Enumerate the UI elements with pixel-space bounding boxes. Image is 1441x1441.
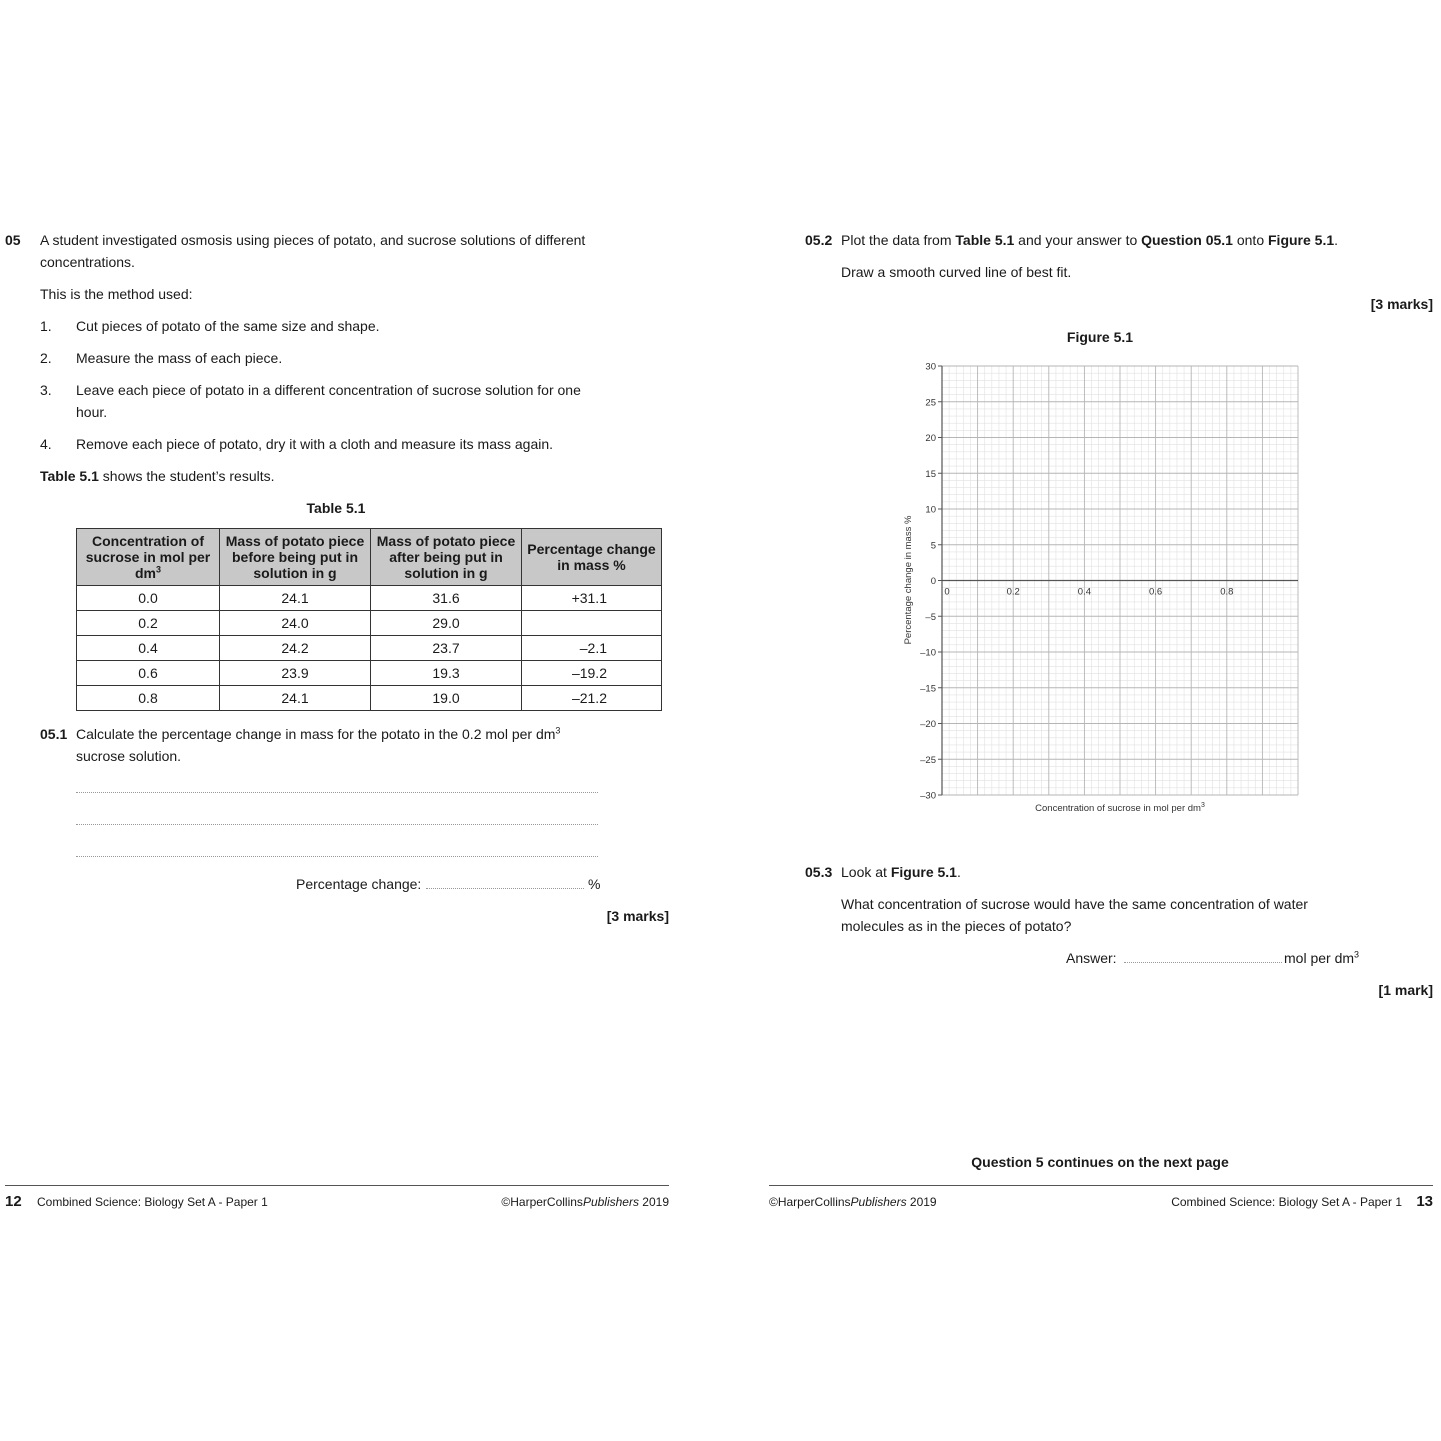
- results-table: [76, 528, 662, 711]
- table-header-cell: Mass of potato piece after being put in solution in g: [371, 529, 522, 586]
- table-cell: 24.0: [220, 611, 371, 636]
- working-line[interactable]: [76, 824, 598, 825]
- marks-label: [1 mark]: [1378, 982, 1433, 998]
- answer-unit: %: [588, 876, 601, 892]
- question-text: Calculate the percentage change in mass for the potato in the 0.2 mol per $dm^3$ sucrose solution.: [76, 725, 561, 764]
- table-cell: 0.4: [77, 636, 220, 661]
- question-text: What concentration of sucrose would have the same concentration of water molecules as in the pieces of potato?: [841, 896, 1308, 934]
- question-text: Plot the data from Table 5.1 and your answer to Question 05.1 onto Figure 5.1.: [841, 232, 1339, 248]
- y-tick-label: –10: [920, 647, 936, 659]
- table-cell: 23.9: [220, 661, 371, 686]
- step-number: 2.: [40, 350, 52, 366]
- answer-field[interactable]: [1124, 962, 1282, 963]
- y-tick-label: –5: [925, 611, 936, 623]
- table-cell: +31.1: [522, 586, 662, 611]
- y-tick-label: –20: [920, 719, 936, 730]
- step-text: Remove each piece of potato, dry it with a cloth and measure its mass again.: [76, 436, 554, 452]
- x-tick-label: 0: [944, 586, 950, 598]
- page-number: 12: [5, 1193, 22, 1210]
- step-number: 4.: [40, 436, 52, 452]
- answer-label: Answer:: [1066, 950, 1117, 966]
- table-cell: –19.2: [522, 661, 662, 686]
- question-number: 05.1: [40, 726, 68, 742]
- answer-label: Percentage change:: [296, 876, 422, 892]
- table-header-cell: Concentration of sucrose in mol per $dm^3$: [77, 529, 220, 586]
- page-number: 13: [1416, 1193, 1433, 1210]
- y-tick-label: 25: [925, 397, 936, 409]
- y-tick-label: 0: [930, 576, 936, 587]
- footer-rule: [769, 1185, 1433, 1186]
- table-cell: –21.2: [522, 686, 662, 711]
- table-cell: 0.6: [77, 661, 220, 686]
- working-line[interactable]: [76, 792, 598, 793]
- table-cell: 0.0: [77, 586, 220, 611]
- y-tick-label: 5: [930, 540, 936, 552]
- method-intro: This is the method used:: [40, 286, 193, 302]
- table-row: [77, 636, 662, 661]
- step-number: 3.: [40, 382, 52, 398]
- question-number: 05.2: [805, 232, 833, 248]
- table-cell: 23.7: [371, 636, 522, 661]
- step-text: Measure the mass of each piece.: [76, 350, 283, 366]
- y-axis-label: Percentage change in mass %: [903, 515, 914, 645]
- question-instruction: Draw a smooth curved line of best fit.: [841, 264, 1072, 280]
- table-row: [77, 686, 662, 711]
- x-axis-label: Concentration of sucrose in mol per $dm^3$: [1035, 802, 1205, 814]
- table-row: [77, 611, 662, 636]
- table-cell: 24.2: [220, 636, 371, 661]
- x-tick-label: 0.8: [1220, 586, 1234, 598]
- table-cell: 0.8: [77, 686, 220, 711]
- footer-copyright: ©HarperCollinsPublishers 2019: [769, 1195, 937, 1209]
- step-number: 1.: [40, 318, 52, 334]
- right-page: [720, 0, 1441, 1441]
- answer-field[interactable]: [426, 888, 584, 889]
- x-tick-label: 0.6: [1148, 586, 1163, 598]
- y-tick-label: 20: [925, 433, 936, 444]
- table-cell: 0.2: [77, 611, 220, 636]
- table-header-cell: Mass of potato piece before being put in solution in g: [220, 529, 371, 586]
- y-tick-label: 30: [925, 361, 936, 373]
- table-cell-answer[interactable]: [522, 611, 662, 636]
- table-cell: 19.3: [371, 661, 522, 686]
- table-cell: 31.6: [371, 586, 522, 611]
- footer-title: Combined Science: Biology Set A - Paper 1: [37, 1195, 268, 1209]
- marks-label: [3 marks]: [606, 908, 669, 924]
- table-cell: 19.0: [371, 686, 522, 711]
- figure-title: Figure 5.1: [1066, 329, 1134, 345]
- footer-title: Combined Science: Biology Set A - Paper 1: [1171, 1195, 1402, 1209]
- footer-rule: [5, 1185, 669, 1186]
- table-cell: 24.1: [220, 586, 371, 611]
- y-tick-label: 15: [925, 468, 936, 480]
- table-cell: 29.0: [371, 611, 522, 636]
- answer-unit: mol per $dm^3$: [1284, 949, 1360, 966]
- step-text: Cut pieces of potato of the same size and shape.: [76, 318, 380, 334]
- question-text: Look at Figure 5.1.: [841, 864, 961, 880]
- footer-copyright: ©HarperCollinsPublishers 2019: [501, 1195, 669, 1209]
- y-tick-label: –30: [920, 790, 936, 802]
- table-row: [77, 586, 662, 611]
- y-tick-label: 10: [925, 504, 936, 516]
- x-tick-label: 0.4: [1077, 586, 1092, 598]
- marks-label: [3 marks]: [1370, 296, 1433, 312]
- step-text: Leave each piece of potato in a different concentration of sucrose solution for one hour.: [76, 382, 581, 420]
- table-header-row: [77, 529, 662, 586]
- table-header-cell: Percentage change in mass %: [522, 529, 662, 586]
- x-tick-label: 0.2: [1006, 586, 1020, 598]
- question-number: 05: [5, 232, 21, 248]
- table-cell: –2.1: [522, 636, 662, 661]
- table-title: Table 5.1: [306, 500, 366, 516]
- y-tick-label: –25: [920, 754, 936, 766]
- question-number: 05.3: [805, 864, 833, 880]
- table-reference: Table 5.1 shows the student’s results.: [40, 468, 275, 484]
- left-page: [0, 0, 720, 1441]
- question-intro: A student investigated osmosis using pieces of potato, and sucrose solutions of different concentrations.: [40, 232, 586, 270]
- continues-note: Question 5 continues on the next page: [971, 1154, 1229, 1170]
- table-cell: 24.1: [220, 686, 371, 711]
- y-tick-label: –15: [920, 683, 936, 695]
- table-row: [77, 661, 662, 686]
- working-line[interactable]: [76, 856, 598, 857]
- graph-grid[interactable]: [890, 355, 1310, 820]
